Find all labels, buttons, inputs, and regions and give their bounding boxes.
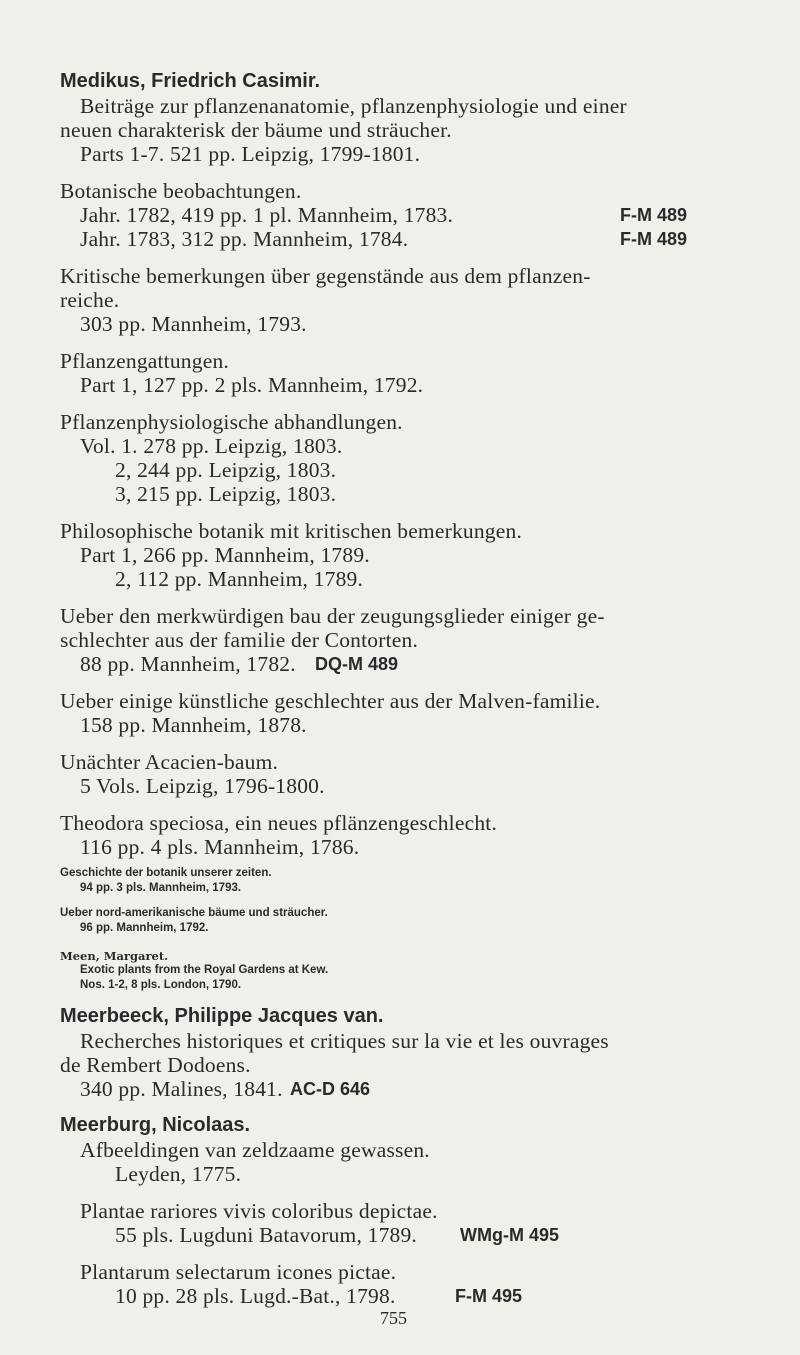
work-title: Plantae rariores vivis coloribus depictae. bbox=[80, 1199, 438, 1223]
work-title-cont: schlechter aus der familie der Contorten. bbox=[60, 628, 419, 652]
work-title: Beiträge zur pflanzenanatomie, pflanzenphysiologie und einer bbox=[80, 94, 627, 118]
work-details: Parts 1-7. 521 pp. Leipzig, 1799-1801. bbox=[80, 142, 421, 166]
shelf-code: AC-D 646 bbox=[290, 1079, 371, 1099]
work-details: Leyden, 1775. bbox=[115, 1162, 242, 1186]
work-details: 55 pls. Lugduni Batavorum, 1789. bbox=[115, 1223, 418, 1247]
work-title-cont: reiche. bbox=[60, 288, 120, 312]
work-title: Pflanzengattungen. bbox=[60, 349, 229, 373]
author-heading: Medikus, Friedrich Casimir. bbox=[60, 70, 321, 92]
work-details: 10 pp. 28 pls. Lugd.-Bat., 1798. bbox=[115, 1284, 396, 1308]
work-details: Jahr. 1783, 312 pp. Mannheim, 1784. bbox=[80, 227, 409, 251]
work-title: Ueber den merkwürdigen bau der zeugungsglieder einiger ge- bbox=[60, 604, 605, 628]
shelf-code: DQ-M 489 bbox=[315, 654, 399, 674]
work-details-small: Nos. 1-2, 8 pls. London, 1790. bbox=[80, 979, 242, 991]
work-details-small: 94 pp. 3 pls. Mannheim, 1793. bbox=[80, 882, 242, 894]
work-title: Botanische beobachtungen. bbox=[60, 179, 302, 203]
work-title-cont: neuen charakterisk der bäume und sträucher. bbox=[60, 118, 452, 142]
work-title-small: Exotic plants from the Royal Gardens at Kew. bbox=[80, 964, 329, 976]
work-title: Unächter Acacien-baum. bbox=[60, 750, 279, 774]
work-details: 3, 215 pp. Leipzig, 1803. bbox=[115, 482, 337, 506]
author-heading: Meerbeeck, Philippe Jacques van. bbox=[60, 1005, 384, 1027]
work-title: Philosophische botanik mit kritischen bemerkungen. bbox=[60, 519, 523, 543]
work-details: Jahr. 1782, 419 pp. 1 pl. Mannheim, 1783. bbox=[80, 203, 454, 227]
page-number: 755 bbox=[380, 1308, 407, 1328]
shelf-code: F-M 489 bbox=[620, 205, 688, 225]
work-details: Part 1, 266 pp. Mannheim, 1789. bbox=[80, 543, 370, 567]
work-title-small: Geschichte der botanik unserer zeiten. bbox=[60, 867, 272, 879]
work-title-small: Ueber nord-amerikanische bäume und sträucher. bbox=[60, 907, 328, 919]
work-title: Plantarum selectarum icones pictae. bbox=[80, 1260, 397, 1284]
work-details: 88 pp. Mannheim, 1782. bbox=[80, 652, 296, 676]
work-details: Vol. 1. 278 pp. Leipzig, 1803. bbox=[80, 434, 343, 458]
work-details: 340 pp. Malines, 1841. bbox=[80, 1077, 283, 1101]
shelf-code: F-M 495 bbox=[455, 1286, 523, 1306]
author-heading-small: Meen, Margaret. bbox=[60, 949, 169, 963]
shelf-code: F-M 489 bbox=[620, 229, 688, 249]
work-details: 158 pp. Mannheim, 1878. bbox=[80, 713, 307, 737]
work-details: Part 1, 127 pp. 2 pls. Mannheim, 1792. bbox=[80, 373, 424, 397]
work-details: 116 pp. 4 pls. Mannheim, 1786. bbox=[80, 835, 360, 859]
work-title: Ueber einige künstliche geschlechter aus der Malven-familie. bbox=[60, 689, 601, 713]
author-heading: Meerburg, Nicolaas. bbox=[60, 1114, 251, 1136]
work-details: 5 Vols. Leipzig, 1796-1800. bbox=[80, 774, 325, 798]
work-title: Theodora speciosa, ein neues pflänzengeschlecht. bbox=[60, 811, 498, 835]
work-details: 303 pp. Mannheim, 1793. bbox=[80, 312, 307, 336]
work-title-cont: de Rembert Dodoens. bbox=[60, 1053, 251, 1077]
work-details: 2, 112 pp. Mannheim, 1789. bbox=[115, 567, 364, 591]
work-title: Recherches historiques et critiques sur la vie et les ouvrages bbox=[80, 1029, 609, 1053]
shelf-code: WMg-M 495 bbox=[460, 1225, 559, 1245]
work-title: Afbeeldingen van zeldzaame gewassen. bbox=[80, 1138, 430, 1162]
work-title: Kritische bemerkungen über gegenstände aus dem pflanzen- bbox=[60, 264, 591, 288]
work-title: Pflanzenphysiologische abhandlungen. bbox=[60, 410, 403, 434]
work-details: 2, 244 pp. Leipzig, 1803. bbox=[115, 458, 337, 482]
work-details-small: 96 pp. Mannheim, 1792. bbox=[80, 922, 209, 934]
